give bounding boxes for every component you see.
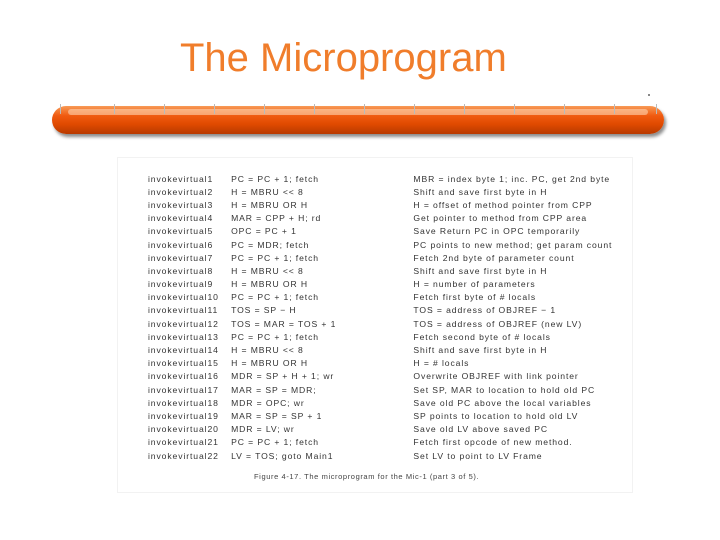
- title-underline-bar: [52, 104, 666, 136]
- instruction-comment: Set SP, MAR to location to hold old PC: [413, 384, 596, 395]
- instruction-comment: Set LV to point to LV Frame: [413, 450, 543, 461]
- slide-title: The Microprogram: [180, 36, 507, 80]
- table-row: [148, 264, 632, 277]
- instruction-comment: Overwrite OBJREF with link pointer: [413, 371, 579, 382]
- instruction-label: invokevirtual17: [148, 384, 219, 395]
- microprogram-figure: [118, 158, 632, 492]
- instruction-comment: Fetch first opcode of new method.: [413, 437, 573, 448]
- instruction-label: invokevirtual21: [148, 437, 219, 448]
- instruction-comment: Save Return PC in OPC temporarily: [413, 226, 581, 237]
- table-row: [148, 409, 632, 422]
- instruction-label: invokevirtual5: [148, 226, 214, 237]
- microprogram-table: [148, 172, 632, 462]
- instruction-comment: Fetch 2nd byte of parameter count: [413, 252, 575, 263]
- instruction-label: invokevirtual19: [148, 410, 219, 421]
- instruction-label: invokevirtual1: [148, 173, 214, 184]
- instruction-comment: Shift and save first byte in H: [413, 186, 548, 197]
- instruction-label: invokevirtual15: [148, 358, 219, 369]
- microinstruction: H = MBRU OR H: [231, 199, 308, 210]
- microinstruction: TOS = SP − H: [231, 305, 297, 316]
- table-row: [148, 357, 632, 370]
- microinstruction: MDR = LV; wr: [231, 424, 295, 435]
- microinstruction: TOS = MAR = TOS + 1: [231, 318, 337, 329]
- figure-caption: Figure 4-17. The microprogram for the Mic-1 (part 3 of 5).: [254, 472, 480, 481]
- instruction-comment: MBR = index byte 1; inc. PC, get 2nd byte: [413, 173, 611, 184]
- instruction-label: invokevirtual13: [148, 331, 219, 342]
- table-row: [148, 343, 632, 356]
- microinstruction: MDR = OPC; wr: [231, 397, 305, 408]
- instruction-comment: H = number of parameters: [413, 279, 536, 290]
- instruction-label: invokevirtual8: [148, 265, 214, 276]
- decorative-dot: [648, 94, 650, 96]
- microinstruction: PC = PC + 1; fetch: [231, 173, 319, 184]
- table-row: [148, 278, 632, 291]
- table-row: [148, 330, 632, 343]
- microinstruction: MDR = SP + H + 1; wr: [231, 371, 335, 382]
- instruction-label: invokevirtual2: [148, 186, 214, 197]
- instruction-label: invokevirtual4: [148, 213, 214, 224]
- instruction-label: invokevirtual16: [148, 371, 219, 382]
- microinstruction: H = MBRU << 8: [231, 186, 304, 197]
- table-row: [148, 238, 632, 251]
- microinstruction: H = MBRU << 8: [231, 345, 304, 356]
- instruction-comment: TOS = address of OBJREF − 1: [413, 305, 557, 316]
- instruction-label: invokevirtual10: [148, 292, 219, 303]
- microinstruction: MAR = CPP + H; rd: [231, 213, 322, 224]
- instruction-comment: H = # locals: [413, 358, 470, 369]
- instruction-label: invokevirtual22: [148, 450, 219, 461]
- instruction-comment: Fetch first byte of # locals: [413, 292, 537, 303]
- instruction-label: invokevirtual20: [148, 424, 219, 435]
- microinstruction: OPC = PC + 1: [231, 226, 297, 237]
- instruction-comment: Save old LV above saved PC: [413, 424, 548, 435]
- table-row: [148, 449, 632, 462]
- table-row: [148, 185, 632, 198]
- table-row: [148, 370, 632, 383]
- microinstruction: PC = PC + 1; fetch: [231, 252, 319, 263]
- instruction-label: invokevirtual7: [148, 252, 214, 263]
- microinstruction: H = MBRU << 8: [231, 265, 304, 276]
- microinstruction: LV = TOS; goto Main1: [231, 450, 334, 461]
- bar-highlight: [68, 109, 648, 115]
- microinstruction: MAR = SP = MDR;: [231, 384, 317, 395]
- table-row: [148, 436, 632, 449]
- instruction-label: invokevirtual14: [148, 345, 219, 356]
- instruction-label: invokevirtual18: [148, 397, 219, 408]
- instruction-comment: TOS = address of OBJREF (new LV): [413, 318, 583, 329]
- instruction-label: invokevirtual3: [148, 199, 214, 210]
- table-row: [148, 212, 632, 225]
- table-row: [148, 317, 632, 330]
- table-row: [148, 396, 632, 409]
- microinstruction: H = MBRU OR H: [231, 279, 308, 290]
- table-row: [148, 304, 632, 317]
- instruction-comment: PC points to new method; get param count: [413, 239, 613, 250]
- microinstruction: PC = PC + 1; fetch: [231, 331, 319, 342]
- microinstruction: H = MBRU OR H: [231, 358, 308, 369]
- instruction-label: invokevirtual11: [148, 305, 219, 316]
- table-row: [148, 291, 632, 304]
- table-row: [148, 172, 632, 185]
- table-row: [148, 225, 632, 238]
- microinstruction: PC = MDR; fetch: [231, 239, 310, 250]
- instruction-comment: Get pointer to method from CPP area: [413, 213, 588, 224]
- instruction-comment: SP points to location to hold old LV: [413, 410, 579, 421]
- instruction-label: invokevirtual6: [148, 239, 214, 250]
- table-row: [148, 251, 632, 264]
- table-row: [148, 198, 632, 211]
- table-row: [148, 423, 632, 436]
- instruction-label: invokevirtual12: [148, 318, 219, 329]
- instruction-comment: Shift and save first byte in H: [413, 265, 548, 276]
- instruction-comment: H = offset of method pointer from CPP: [413, 199, 593, 210]
- instruction-comment: Save old PC above the local variables: [413, 397, 592, 408]
- instruction-label: invokevirtual9: [148, 279, 214, 290]
- instruction-comment: Shift and save first byte in H: [413, 345, 548, 356]
- microinstruction: PC = PC + 1; fetch: [231, 292, 319, 303]
- microinstruction: MAR = SP = SP + 1: [231, 410, 323, 421]
- microinstruction: PC = PC + 1; fetch: [231, 437, 319, 448]
- instruction-comment: Fetch second byte of # locals: [413, 331, 551, 342]
- table-row: [148, 383, 632, 396]
